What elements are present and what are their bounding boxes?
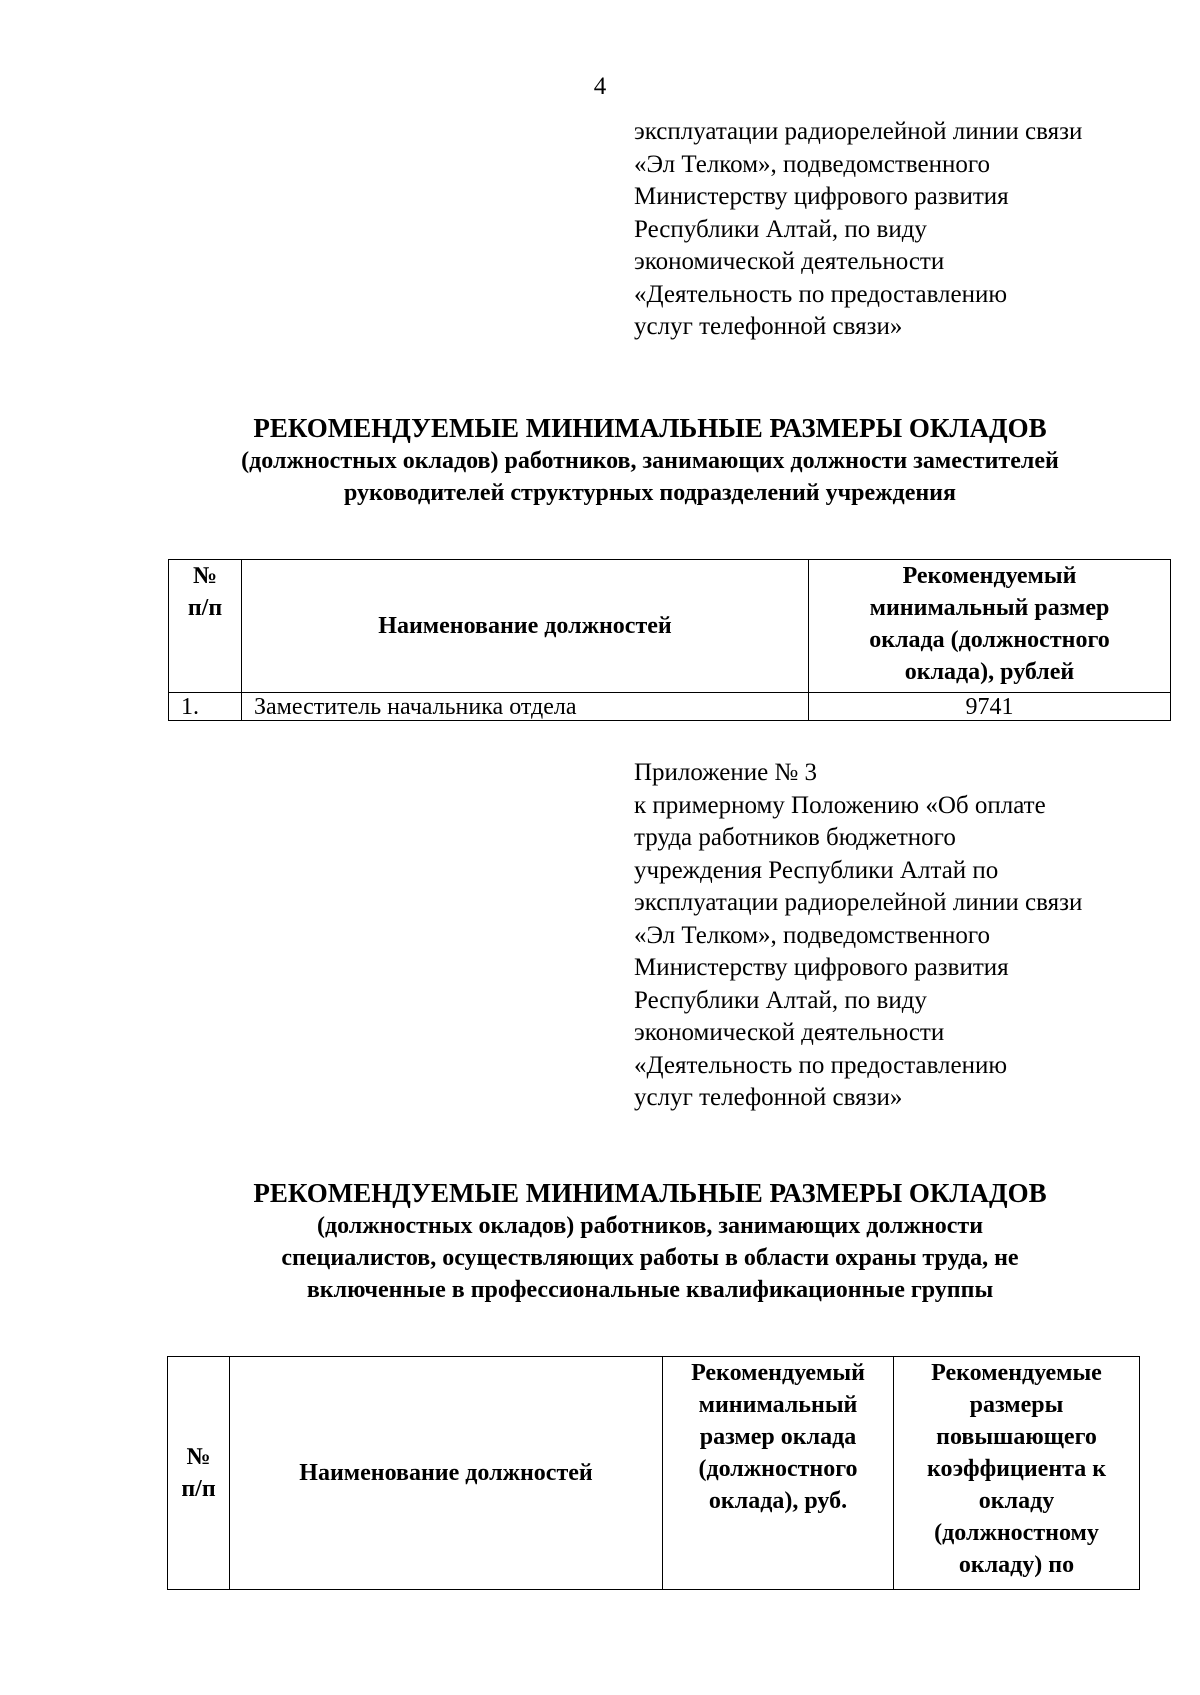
text-line: «Эл Телком», подведомственного: [634, 921, 991, 949]
header-line: п/п: [187, 595, 223, 621]
salary-table-labor-safety: [167, 1356, 1140, 1590]
header-line: Рекомендуемые: [931, 1360, 1102, 1386]
header-line: размер оклада: [699, 1424, 857, 1450]
heading-title: РЕКОМЕНДУЕМЫЕ МИНИМАЛЬНЫЕ РАЗМЕРЫ ОКЛАДОВ: [253, 413, 1047, 443]
appendix-continuation-text: [634, 116, 1174, 344]
column-header-number: [168, 1357, 230, 1590]
header-line: Рекомендуемый: [691, 1360, 865, 1386]
text-line: «Эл Телком», подведомственного: [634, 150, 991, 178]
heading-subtitle-line: (должностных окладов) работников, занимающих должности: [316, 1213, 984, 1239]
cell-min-salary: 9741: [809, 693, 1171, 721]
text-line: услуг телефонной связи»: [634, 1084, 903, 1111]
header-line: окладу: [978, 1488, 1055, 1514]
header-line: повышающего: [936, 1424, 1097, 1450]
header-line: (должностного: [698, 1456, 858, 1482]
appendix-3-reference-text: [634, 757, 1174, 1115]
heading-subtitle-line: специалистов, осуществляющих работы в области охраны труда, не: [281, 1245, 1019, 1271]
text-line: эксплуатации радиорелейной линии связи: [634, 889, 1083, 916]
header-line: п/п: [181, 1476, 216, 1502]
table-row: [169, 693, 1171, 721]
header-line: коэффициента к: [926, 1456, 1107, 1482]
header-line: Рекомендуемый: [902, 563, 1077, 589]
header-line: №: [192, 563, 218, 589]
text-line: Приложение № 3: [634, 759, 818, 786]
heading-subtitle-line: (должностных окладов) работников, занимающих должности заместителей: [241, 448, 1059, 474]
heading-subtitle-line: руководителей структурных подразделений учреждения: [344, 480, 956, 506]
cell-number: 1.: [169, 693, 242, 721]
header-line: оклада (должностного: [869, 627, 1110, 653]
text-line: «Деятельность по предоставлению: [634, 1051, 1008, 1079]
page-number: 4: [593, 73, 607, 100]
header-line: №: [186, 1444, 211, 1470]
text-line: экономической деятельности: [634, 248, 945, 275]
text-line: эксплуатации радиорелейной линии связи: [634, 118, 1083, 145]
text-line: к примерному Положению «Об оплате: [634, 791, 1046, 819]
column-header-position-name: Наименование должностей: [230, 1357, 663, 1590]
text-line: Республики Алтай, по виду: [634, 986, 927, 1014]
heading-subtitle-line: включенные в профессиональные квалификационные группы: [306, 1277, 994, 1303]
column-header-min-salary: [663, 1357, 894, 1590]
section-heading-deputy-heads: [150, 411, 1150, 509]
text-line: труда работников бюджетного: [634, 824, 956, 851]
salary-table-deputy-heads: [168, 559, 1171, 721]
header-line: размеры: [969, 1392, 1064, 1418]
header-line: (должностному: [934, 1520, 1099, 1546]
header-line: окладу) по: [958, 1552, 1075, 1578]
text-line: услуг телефонной связи»: [634, 313, 903, 340]
header-line: минимальный размер: [869, 595, 1110, 621]
heading-title: РЕКОМЕНДУЕМЫЕ МИНИМАЛЬНЫЕ РАЗМЕРЫ ОКЛАДОВ: [253, 1178, 1047, 1208]
text-line: Министерству цифрового развития: [634, 183, 1009, 210]
column-header-min-salary: [809, 560, 1171, 693]
header-line: минимальный: [698, 1392, 858, 1418]
column-header-position-name: Наименование должностей: [242, 560, 809, 693]
header-line: оклада), рублей: [904, 659, 1075, 685]
text-line: Республики Алтай, по виду: [634, 215, 927, 243]
text-line: Министерству цифрового развития: [634, 954, 1009, 981]
text-line: учреждения Республики Алтай по: [634, 856, 999, 884]
text-line: «Деятельность по предоставлению: [634, 280, 1008, 308]
column-header-number: [169, 560, 242, 693]
column-header-coefficient: [894, 1357, 1140, 1590]
text-line: экономической деятельности: [634, 1019, 945, 1046]
section-heading-labor-safety: [150, 1176, 1150, 1306]
cell-position-name: Заместитель начальника отдела: [242, 693, 809, 721]
header-line: оклада), руб.: [708, 1488, 848, 1514]
